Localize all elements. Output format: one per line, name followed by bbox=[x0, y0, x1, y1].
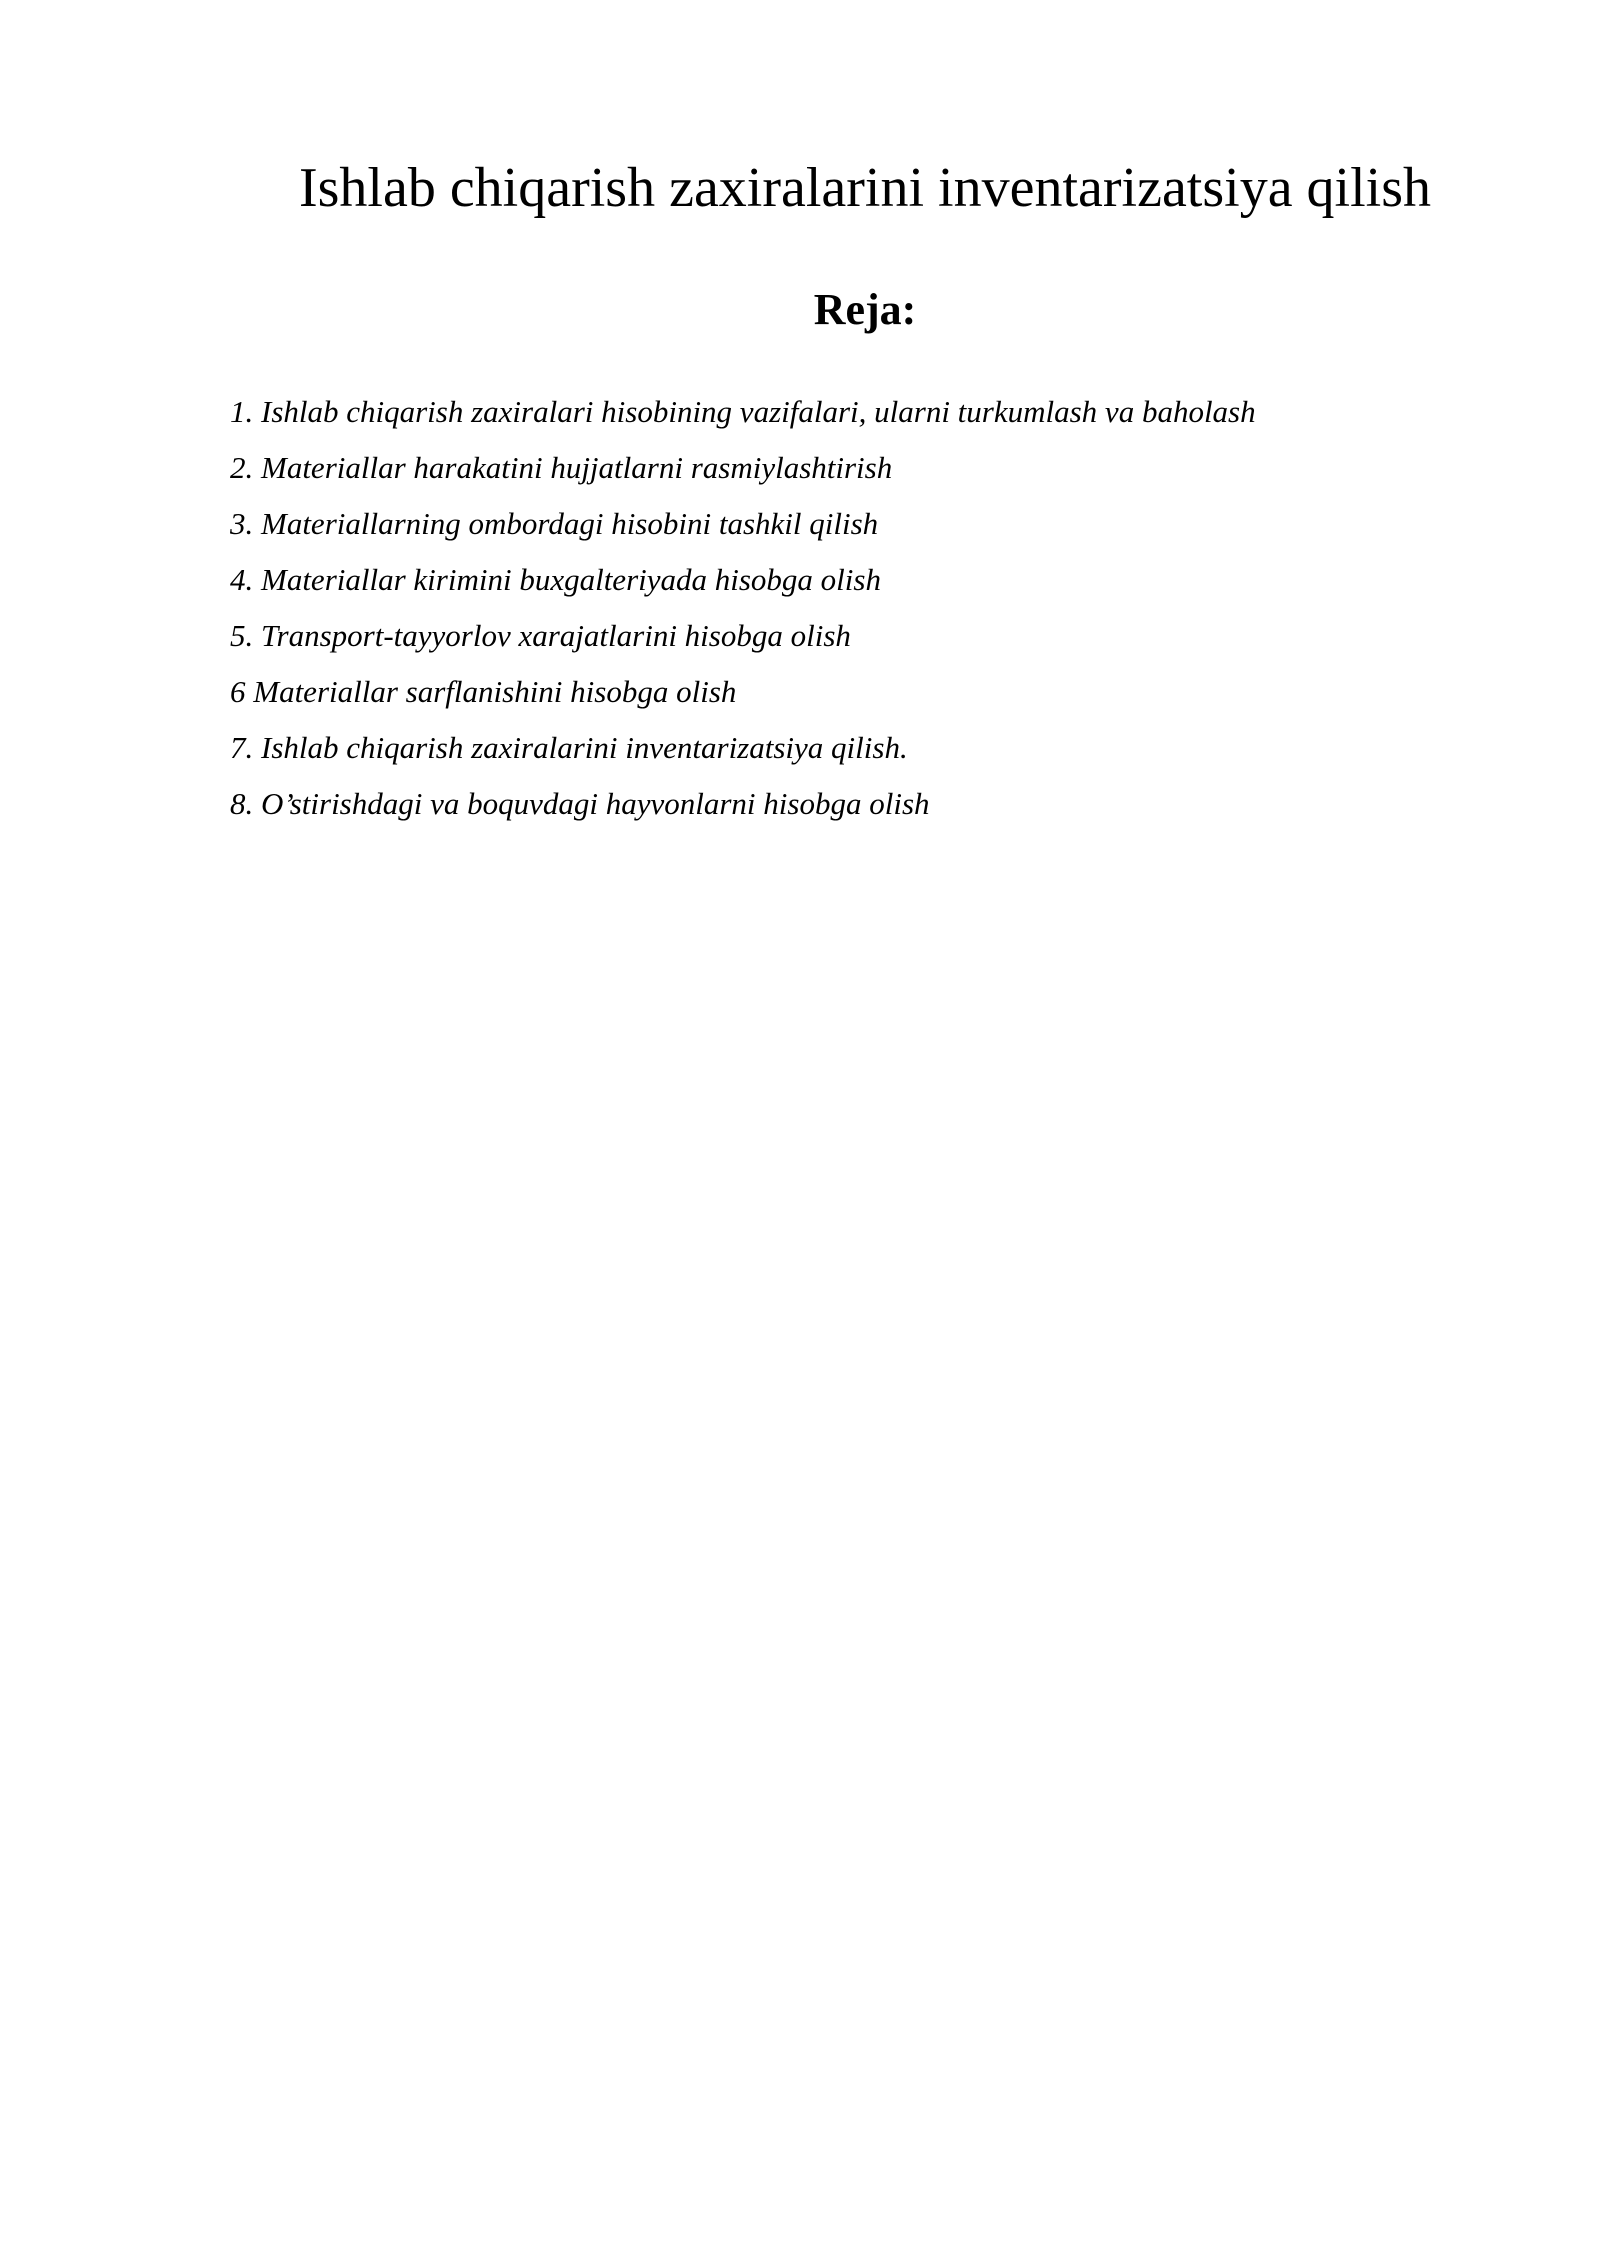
plan-item: 2. Materiallar harakatini hujjatlarni rasmiylashtirish bbox=[230, 450, 893, 485]
plan-item: 1. Ishlab chiqarish zaxiralari hisobining vazifalari, ularni turkumlash va baholash bbox=[230, 394, 1256, 429]
plan-item: 4. Materiallar kirimini buxgalteriyada hisobga olish bbox=[230, 562, 881, 597]
plan-item: 8. O’stirishdagi va boquvdagi hayvonlarni hisobga olish bbox=[230, 786, 930, 821]
plan-item: 7. Ishlab chiqarish zaxiralarini inventarizatsiya qilish. bbox=[230, 730, 908, 765]
plan-heading: Reja: bbox=[813, 285, 917, 334]
plan-item: 3. Materiallarning ombordagi hisobini tashkil qilish bbox=[230, 506, 879, 541]
document-title: Ishlab chiqarish zaxiralarini inventarizatsiya qilish bbox=[298, 157, 1432, 219]
plan-list bbox=[230, 384, 1256, 832]
plan-item: 5. Transport-tayyorlov xarajatlarini hisobga olish bbox=[230, 618, 851, 653]
plan-item: 6 Materiallar sarflanishini hisobga olish bbox=[230, 674, 737, 709]
